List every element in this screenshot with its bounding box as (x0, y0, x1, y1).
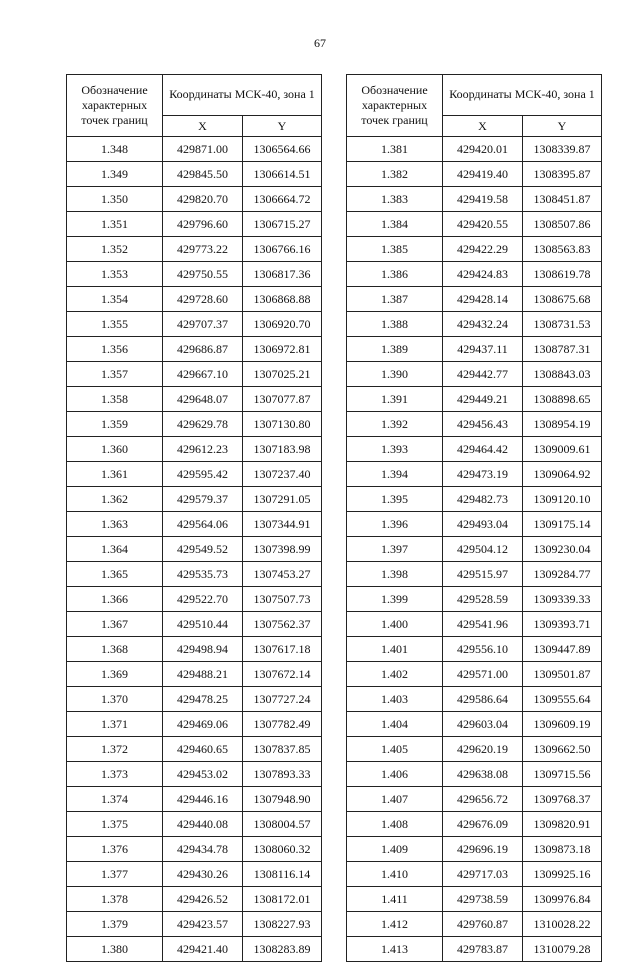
y-coordinate-cell: 1309976.84 (523, 887, 602, 912)
point-id-cell: 1.391 (347, 387, 443, 412)
point-id-cell: 1.350 (67, 187, 163, 212)
point-id-cell: 1.373 (67, 762, 163, 787)
y-coordinate-cell: 1308787.31 (523, 337, 602, 362)
x-coordinate-cell: 429549.52 (163, 537, 243, 562)
x-coordinate-cell: 429638.08 (443, 762, 523, 787)
y-coordinate-cell: 1307837.85 (243, 737, 322, 762)
point-id-cell: 1.401 (347, 637, 443, 662)
point-id-cell: 1.382 (347, 162, 443, 187)
x-coordinate-cell: 429773.22 (163, 237, 243, 262)
y-coordinate-cell: 1308843.03 (523, 362, 602, 387)
x-coordinate-cell: 429595.42 (163, 462, 243, 487)
y-coordinate-cell: 1309009.61 (523, 437, 602, 462)
point-id-cell: 1.395 (347, 487, 443, 512)
x-coordinate-cell: 429845.50 (163, 162, 243, 187)
table-row (67, 462, 322, 487)
table-row (67, 387, 322, 412)
x-coordinate-cell: 429556.10 (443, 637, 523, 662)
point-id-cell: 1.379 (67, 912, 163, 937)
point-id-cell: 1.388 (347, 312, 443, 337)
y-coordinate-cell: 1307025.21 (243, 362, 322, 387)
point-id-cell: 1.407 (347, 787, 443, 812)
point-id-cell: 1.413 (347, 937, 443, 962)
y-coordinate-cell: 1308116.14 (243, 862, 322, 887)
x-coordinate-cell: 429498.94 (163, 637, 243, 662)
table-row (347, 687, 602, 712)
point-id-cell: 1.371 (67, 712, 163, 737)
y-coordinate-cell: 1309873.18 (523, 837, 602, 862)
y-coordinate-cell: 1309662.50 (523, 737, 602, 762)
table-row (347, 912, 602, 937)
x-coordinate-cell: 429419.40 (443, 162, 523, 187)
y-coordinate-cell: 1308283.89 (243, 937, 322, 962)
x-coordinate-cell: 429528.59 (443, 587, 523, 612)
point-id-cell: 1.352 (67, 237, 163, 262)
x-coordinate-cell: 429738.59 (443, 887, 523, 912)
y-coordinate-cell: 1307398.99 (243, 537, 322, 562)
point-id-cell: 1.392 (347, 412, 443, 437)
table-row (67, 412, 322, 437)
point-id-cell: 1.370 (67, 687, 163, 712)
x-coordinate-cell: 429421.40 (163, 937, 243, 962)
y-coordinate-cell: 1307782.49 (243, 712, 322, 737)
table-row (347, 837, 602, 862)
x-coordinate-cell: 429612.23 (163, 437, 243, 462)
y-coordinate-cell: 1307948.90 (243, 787, 322, 812)
y-coordinate-cell: 1309230.04 (523, 537, 602, 562)
point-id-cell: 1.380 (67, 937, 163, 962)
table-row (347, 362, 602, 387)
table-row (67, 737, 322, 762)
x-coordinate-cell: 429493.04 (443, 512, 523, 537)
table-row (347, 412, 602, 437)
y-coordinate-cell: 1309175.14 (523, 512, 602, 537)
y-coordinate-cell: 1306766.16 (243, 237, 322, 262)
point-id-cell: 1.394 (347, 462, 443, 487)
x-coordinate-cell: 429535.73 (163, 562, 243, 587)
y-coordinate-cell: 1307183.98 (243, 437, 322, 462)
point-id-cell: 1.361 (67, 462, 163, 487)
point-id-cell: 1.412 (347, 912, 443, 937)
table-row (347, 637, 602, 662)
table-row (67, 687, 322, 712)
y-coordinate-cell: 1308004.57 (243, 812, 322, 837)
table-row (347, 262, 602, 287)
y-coordinate-cell: 1308395.87 (523, 162, 602, 187)
point-id-cell: 1.404 (347, 712, 443, 737)
table-row (67, 612, 322, 637)
y-coordinate-cell: 1307893.33 (243, 762, 322, 787)
y-coordinate-cell: 1306972.81 (243, 337, 322, 362)
point-id-cell: 1.411 (347, 887, 443, 912)
table-row (347, 862, 602, 887)
table-row (67, 512, 322, 537)
table-row (347, 812, 602, 837)
y-coordinate-cell: 1307130.80 (243, 412, 322, 437)
point-id-cell: 1.374 (67, 787, 163, 812)
x-coordinate-cell: 429430.26 (163, 862, 243, 887)
table-row (67, 337, 322, 362)
x-coordinate-cell: 429571.00 (443, 662, 523, 687)
table-row (67, 362, 322, 387)
table-row (347, 937, 602, 962)
point-id-cell: 1.353 (67, 262, 163, 287)
table-row (347, 587, 602, 612)
point-id-cell: 1.367 (67, 612, 163, 637)
x-coordinate-cell: 429419.58 (443, 187, 523, 212)
y-coordinate-cell: 1306715.27 (243, 212, 322, 237)
x-coordinate-cell: 429676.09 (443, 812, 523, 837)
y-coordinate-cell: 1307672.14 (243, 662, 322, 687)
table-row (67, 162, 322, 187)
table-row (67, 587, 322, 612)
x-coordinate-cell: 429420.55 (443, 212, 523, 237)
y-coordinate-cell: 1307727.24 (243, 687, 322, 712)
x-coordinate-cell: 429707.37 (163, 312, 243, 337)
y-coordinate-cell: 1309393.71 (523, 612, 602, 637)
point-id-cell: 1.389 (347, 337, 443, 362)
x-coordinate-cell: 429783.87 (443, 937, 523, 962)
y-coordinate-cell: 1309715.56 (523, 762, 602, 787)
table-body-left (67, 137, 322, 962)
y-coordinate-cell: 1309064.92 (523, 462, 602, 487)
y-coordinate-cell: 1306868.88 (243, 287, 322, 312)
x-coordinate-cell: 429629.78 (163, 412, 243, 437)
y-coordinate-cell: 1309609.19 (523, 712, 602, 737)
y-coordinate-cell: 1308675.68 (523, 287, 602, 312)
point-id-cell: 1.383 (347, 187, 443, 212)
point-id-cell: 1.360 (67, 437, 163, 462)
table-row (67, 912, 322, 937)
table-row (67, 137, 322, 162)
y-coordinate-cell: 1309501.87 (523, 662, 602, 687)
x-coordinate-cell: 429449.21 (443, 387, 523, 412)
table-row (347, 737, 602, 762)
y-coordinate-cell: 1308227.93 (243, 912, 322, 937)
table-row (67, 937, 322, 962)
point-id-cell: 1.372 (67, 737, 163, 762)
point-id-cell: 1.406 (347, 762, 443, 787)
y-coordinate-cell: 1307237.40 (243, 462, 322, 487)
table-row (67, 812, 322, 837)
point-id-cell: 1.377 (67, 862, 163, 887)
page-number: 67 (314, 36, 326, 50)
point-id-cell: 1.378 (67, 887, 163, 912)
coordinates-header: Координаты МСК-40, зона 1 (443, 75, 602, 116)
table-row (67, 287, 322, 312)
point-id-cell: 1.385 (347, 237, 443, 262)
point-id-cell: 1.399 (347, 587, 443, 612)
x-coordinate-cell: 429871.00 (163, 137, 243, 162)
point-id-cell: 1.397 (347, 537, 443, 562)
x-coordinate-cell: 429586.64 (443, 687, 523, 712)
point-id-cell: 1.365 (67, 562, 163, 587)
y-coordinate-cell: 1308619.78 (523, 262, 602, 287)
point-id-cell: 1.393 (347, 437, 443, 462)
table-row (347, 137, 602, 162)
y-coordinate-cell: 1307453.27 (243, 562, 322, 587)
point-id-cell: 1.349 (67, 162, 163, 187)
y-coordinate-cell: 1310028.22 (523, 912, 602, 937)
y-coordinate-cell: 1309447.89 (523, 637, 602, 662)
coordinates-header: Координаты МСК-40, зона 1 (163, 75, 322, 116)
y-coordinate-cell: 1308954.19 (523, 412, 602, 437)
y-coordinate-cell: 1309555.64 (523, 687, 602, 712)
y-coordinate-cell: 1307507.73 (243, 587, 322, 612)
point-id-cell: 1.400 (347, 612, 443, 637)
x-column-header: X (163, 115, 243, 136)
table-row (347, 212, 602, 237)
y-coordinate-cell: 1306664.72 (243, 187, 322, 212)
x-coordinate-cell: 429442.77 (443, 362, 523, 387)
x-coordinate-cell: 429579.37 (163, 487, 243, 512)
x-coordinate-cell: 429437.11 (443, 337, 523, 362)
y-coordinate-cell: 1306817.36 (243, 262, 322, 287)
table-row (67, 487, 322, 512)
x-coordinate-cell: 429422.29 (443, 237, 523, 262)
x-coordinate-cell: 429667.10 (163, 362, 243, 387)
table-row (67, 237, 322, 262)
point-id-cell: 1.363 (67, 512, 163, 537)
x-coordinate-cell: 429434.78 (163, 837, 243, 862)
table-body-right (347, 137, 602, 962)
x-coordinate-cell: 429820.70 (163, 187, 243, 212)
point-id-cell: 1.358 (67, 387, 163, 412)
point-id-cell: 1.369 (67, 662, 163, 687)
table-row (67, 762, 322, 787)
x-coordinate-cell: 429541.96 (443, 612, 523, 637)
table-row (67, 187, 322, 212)
point-id-cell: 1.348 (67, 137, 163, 162)
point-id-cell: 1.368 (67, 637, 163, 662)
x-coordinate-cell: 429423.57 (163, 912, 243, 937)
table-row (67, 537, 322, 562)
x-coordinate-cell: 429456.43 (443, 412, 523, 437)
table-row (67, 312, 322, 337)
point-id-cell: 1.366 (67, 587, 163, 612)
y-coordinate-cell: 1306920.70 (243, 312, 322, 337)
y-coordinate-cell: 1308060.32 (243, 837, 322, 862)
x-coordinate-cell: 429473.19 (443, 462, 523, 487)
table-row (67, 437, 322, 462)
table-row (67, 262, 322, 287)
y-coordinate-cell: 1308451.87 (523, 187, 602, 212)
point-id-cell: 1.402 (347, 662, 443, 687)
table-row (347, 387, 602, 412)
x-coordinate-cell: 429488.21 (163, 662, 243, 687)
point-id-cell: 1.386 (347, 262, 443, 287)
y-column-header: Y (523, 115, 602, 136)
x-coordinate-cell: 429460.65 (163, 737, 243, 762)
y-coordinate-cell: 1307562.37 (243, 612, 322, 637)
point-designation-header: Обозначение характерных точек границ (67, 75, 163, 137)
x-coordinate-cell: 429446.16 (163, 787, 243, 812)
table-row (347, 662, 602, 687)
point-id-cell: 1.410 (347, 862, 443, 887)
coordinates-table-left (66, 74, 322, 962)
table-row (347, 187, 602, 212)
table-row (67, 837, 322, 862)
point-id-cell: 1.362 (67, 487, 163, 512)
y-coordinate-cell: 1306564.66 (243, 137, 322, 162)
x-coordinate-cell: 429620.19 (443, 737, 523, 762)
x-column-header: X (443, 115, 523, 136)
table-row (347, 337, 602, 362)
x-coordinate-cell: 429453.02 (163, 762, 243, 787)
y-coordinate-cell: 1309284.77 (523, 562, 602, 587)
table-row (67, 712, 322, 737)
point-id-cell: 1.405 (347, 737, 443, 762)
point-id-cell: 1.390 (347, 362, 443, 387)
table-row (67, 862, 322, 887)
y-coordinate-cell: 1309120.10 (523, 487, 602, 512)
x-coordinate-cell: 429515.97 (443, 562, 523, 587)
table-row (347, 487, 602, 512)
table-row (347, 437, 602, 462)
table-row (347, 887, 602, 912)
point-id-cell: 1.376 (67, 837, 163, 862)
point-id-cell: 1.408 (347, 812, 443, 837)
x-coordinate-cell: 429482.73 (443, 487, 523, 512)
y-coordinate-cell: 1309925.16 (523, 862, 602, 887)
x-coordinate-cell: 429432.24 (443, 312, 523, 337)
y-coordinate-cell: 1307077.87 (243, 387, 322, 412)
y-coordinate-cell: 1307291.05 (243, 487, 322, 512)
y-coordinate-cell: 1307344.91 (243, 512, 322, 537)
x-coordinate-cell: 429464.42 (443, 437, 523, 462)
point-id-cell: 1.403 (347, 687, 443, 712)
table-row (347, 162, 602, 187)
table-row (347, 612, 602, 637)
table-row (347, 537, 602, 562)
point-id-cell: 1.384 (347, 212, 443, 237)
table-row (347, 787, 602, 812)
x-coordinate-cell: 429428.14 (443, 287, 523, 312)
y-coordinate-cell: 1306614.51 (243, 162, 322, 187)
point-id-cell: 1.356 (67, 337, 163, 362)
y-coordinate-cell: 1308731.53 (523, 312, 602, 337)
table-row (67, 662, 322, 687)
y-coordinate-cell: 1308172.01 (243, 887, 322, 912)
table-row (347, 462, 602, 487)
point-id-cell: 1.359 (67, 412, 163, 437)
x-coordinate-cell: 429424.83 (443, 262, 523, 287)
point-id-cell: 1.381 (347, 137, 443, 162)
table-row (347, 762, 602, 787)
x-coordinate-cell: 429717.03 (443, 862, 523, 887)
x-coordinate-cell: 429420.01 (443, 137, 523, 162)
point-designation-header: Обозначение характерных точек границ (347, 75, 443, 137)
y-coordinate-cell: 1308507.86 (523, 212, 602, 237)
x-coordinate-cell: 429750.55 (163, 262, 243, 287)
y-coordinate-cell: 1308563.83 (523, 237, 602, 262)
coordinates-table-right (346, 74, 602, 962)
x-coordinate-cell: 429440.08 (163, 812, 243, 837)
y-column-header: Y (243, 115, 322, 136)
y-coordinate-cell: 1308339.87 (523, 137, 602, 162)
table-row (347, 562, 602, 587)
point-id-cell: 1.396 (347, 512, 443, 537)
x-coordinate-cell: 429469.06 (163, 712, 243, 737)
y-coordinate-cell: 1309820.91 (523, 812, 602, 837)
point-id-cell: 1.398 (347, 562, 443, 587)
point-id-cell: 1.409 (347, 837, 443, 862)
table-row (347, 712, 602, 737)
table-row (347, 287, 602, 312)
x-coordinate-cell: 429656.72 (443, 787, 523, 812)
table-row (67, 787, 322, 812)
point-id-cell: 1.351 (67, 212, 163, 237)
table-row (347, 237, 602, 262)
point-id-cell: 1.387 (347, 287, 443, 312)
point-id-cell: 1.357 (67, 362, 163, 387)
table-row (67, 887, 322, 912)
table-row (67, 212, 322, 237)
table-row (347, 512, 602, 537)
point-id-cell: 1.364 (67, 537, 163, 562)
x-coordinate-cell: 429478.25 (163, 687, 243, 712)
x-coordinate-cell: 429603.04 (443, 712, 523, 737)
x-coordinate-cell: 429760.87 (443, 912, 523, 937)
y-coordinate-cell: 1309339.33 (523, 587, 602, 612)
x-coordinate-cell: 429796.60 (163, 212, 243, 237)
x-coordinate-cell: 429426.52 (163, 887, 243, 912)
point-id-cell: 1.375 (67, 812, 163, 837)
y-coordinate-cell: 1307617.18 (243, 637, 322, 662)
table-row (67, 562, 322, 587)
y-coordinate-cell: 1310079.28 (523, 937, 602, 962)
x-coordinate-cell: 429696.19 (443, 837, 523, 862)
x-coordinate-cell: 429564.06 (163, 512, 243, 537)
y-coordinate-cell: 1308898.65 (523, 387, 602, 412)
y-coordinate-cell: 1309768.37 (523, 787, 602, 812)
table-row (347, 312, 602, 337)
point-id-cell: 1.354 (67, 287, 163, 312)
x-coordinate-cell: 429504.12 (443, 537, 523, 562)
table-row (67, 637, 322, 662)
x-coordinate-cell: 429686.87 (163, 337, 243, 362)
x-coordinate-cell: 429648.07 (163, 387, 243, 412)
x-coordinate-cell: 429510.44 (163, 612, 243, 637)
point-id-cell: 1.355 (67, 312, 163, 337)
x-coordinate-cell: 429728.60 (163, 287, 243, 312)
x-coordinate-cell: 429522.70 (163, 587, 243, 612)
